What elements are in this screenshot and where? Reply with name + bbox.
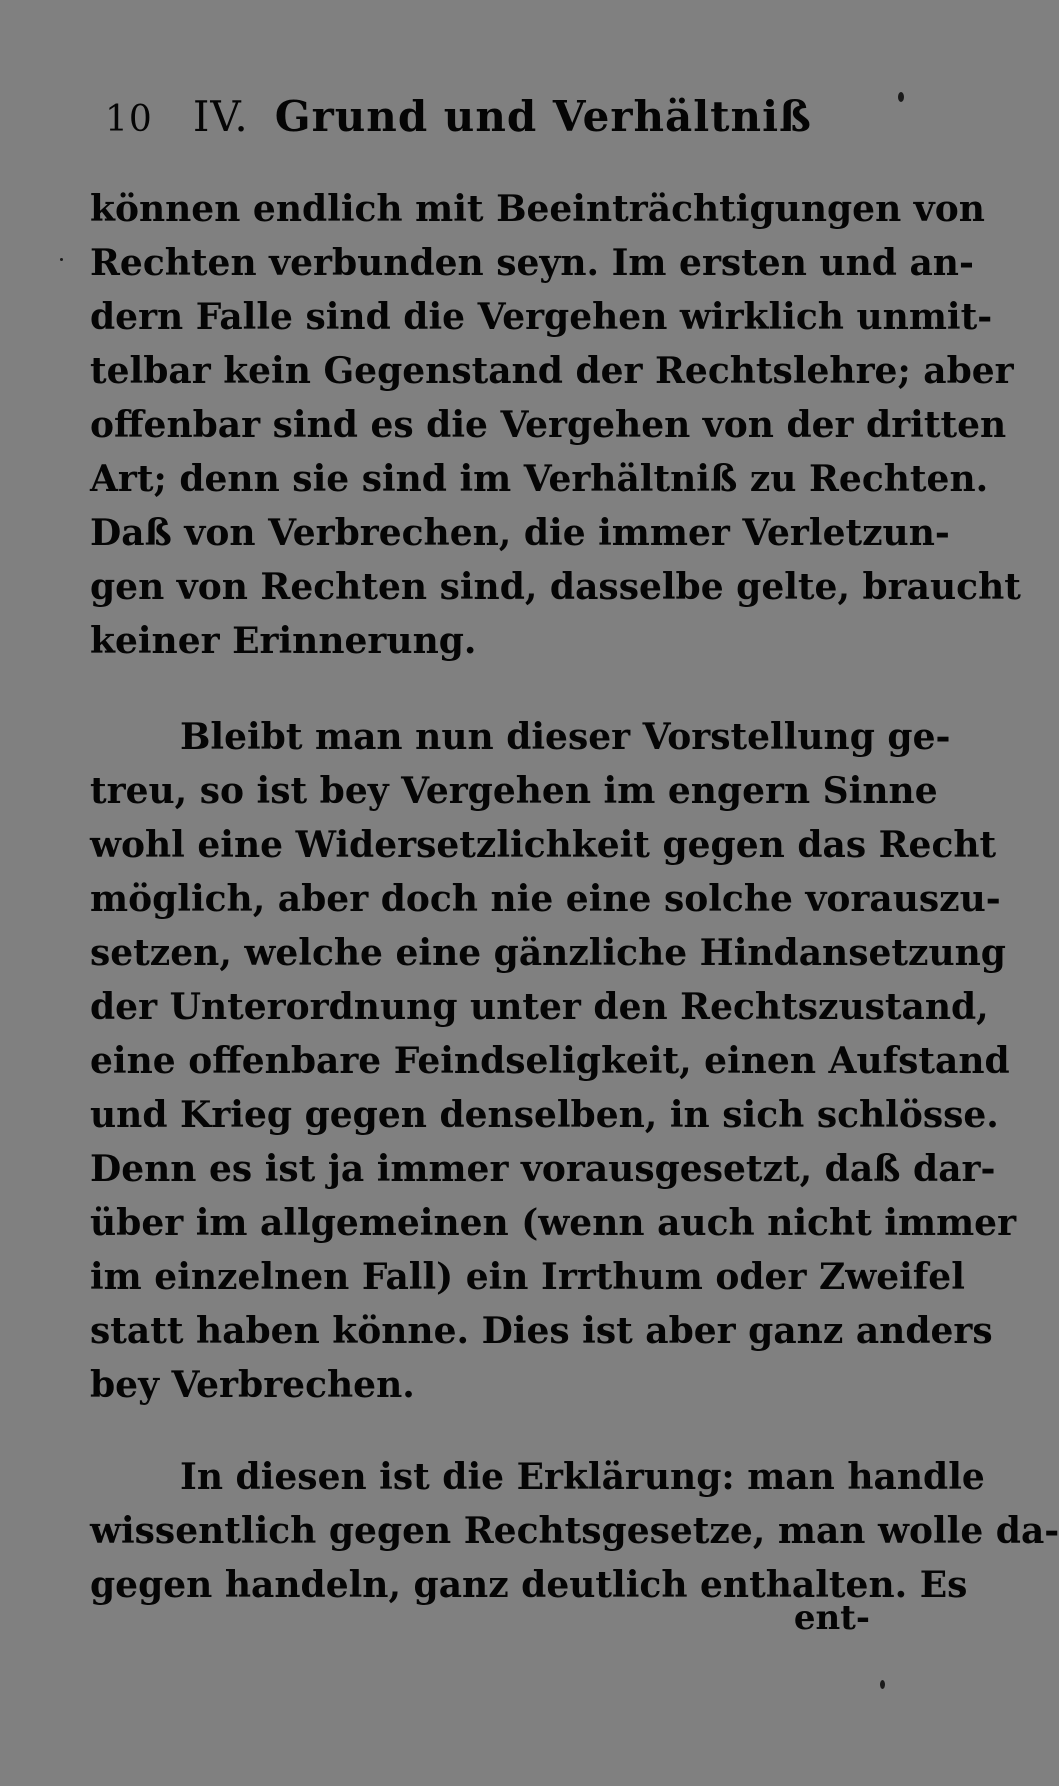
text-line: treu, so ist bey Vergehen im engern Sinne: [90, 770, 938, 812]
text-line: In diesen ist die Erklärung: man handle: [180, 1456, 985, 1498]
text-line: Art; denn sie sind im Verhältniß zu Rechten.: [90, 458, 989, 500]
text-line: gegen handeln, ganz deutlich enthalten. Es: [90, 1564, 968, 1606]
text-line: eine offenbare Feindseligkeit, einen Aufstand: [90, 1040, 1010, 1082]
text-line: bey Verbrechen.: [90, 1364, 415, 1406]
text-line: telbar kein Gegenstand der Rechtslehre; aber: [90, 350, 1014, 392]
chapter-number: IV.: [192, 92, 249, 141]
text-line: offenbar sind es die Vergehen von der dritten: [90, 404, 1007, 446]
text-line: Denn es ist ja immer vorausgesetzt, daß dar-: [90, 1148, 996, 1190]
paragraph-2: [90, 710, 1017, 1412]
text-line: wissentlich gegen Rechtsgesetze, man wolle da-: [90, 1510, 1059, 1552]
text-line: der Unterordnung unter den Rechtszustand,: [90, 986, 989, 1028]
text-line: keiner Erinnerung.: [90, 620, 477, 662]
text-line: Daß von Verbrechen, die immer Verletzun-: [90, 512, 950, 554]
text-line: über im allgemeinen (wenn auch nicht immer: [90, 1202, 1017, 1244]
text-line: gen von Rechten sind, dasselbe gelte, braucht: [90, 566, 1021, 608]
text-line: möglich, aber doch nie eine solche vorauszu-: [90, 878, 1001, 920]
text-line: setzen, welche eine gänzliche Hindansetzung: [90, 932, 1006, 974]
text-line: Bleibt man nun dieser Vorstellung ge-: [180, 716, 951, 758]
running-title: Grund und Verhältniß: [274, 92, 812, 141]
page-header: [105, 92, 895, 152]
scan-speck: [880, 1680, 885, 1689]
paragraph-1: [90, 182, 1021, 668]
text-line: können endlich mit Beeinträchtigungen von: [90, 188, 985, 230]
page-number: 10: [105, 99, 153, 140]
paragraph-3: [90, 1450, 1059, 1612]
text-line: dern Falle sind die Vergehen wirklich unmit-: [90, 296, 993, 338]
text-line: und Krieg gegen denselben, in sich schlösse.: [90, 1094, 999, 1136]
text-line: wohl eine Widersetzlichkeit gegen das Recht: [90, 824, 997, 866]
scan-speck: [60, 258, 63, 261]
catchword: ent-: [793, 1598, 870, 1638]
scan-speck: [898, 92, 904, 102]
text-line: im einzelnen Fall) ein Irrthum oder Zweifel: [90, 1256, 965, 1298]
text-line: Rechten verbunden seyn. Im ersten und an-: [90, 242, 974, 284]
text-line: statt haben könne. Dies ist aber ganz anders: [90, 1310, 993, 1352]
